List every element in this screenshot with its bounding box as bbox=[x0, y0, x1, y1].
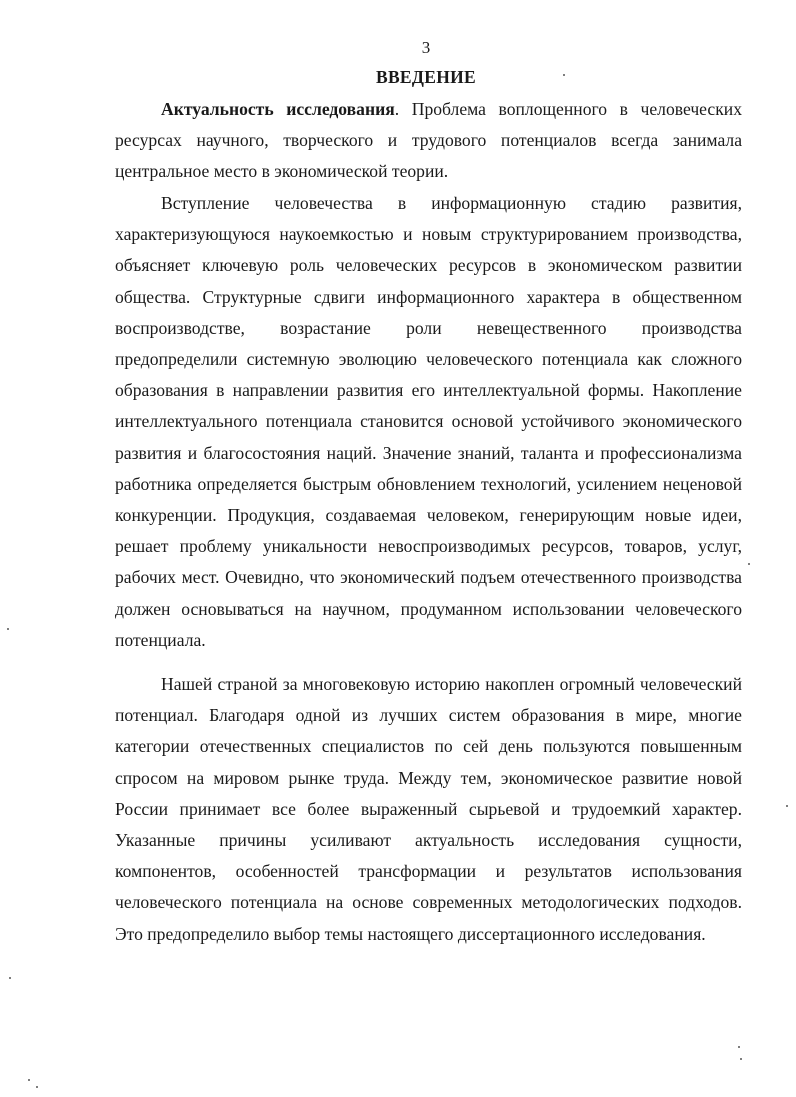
page-number: 3 bbox=[421, 38, 431, 57]
scan-speck bbox=[28, 1079, 30, 1081]
paragraph-text: . Проблема воплощенного в человеческих ресурсах научного, творческого и трудового потенциалов всегда занимала центральное место в экономической теории. bbox=[115, 99, 742, 182]
paragraph-lead-in: Актуальность исследования bbox=[161, 99, 395, 119]
paragraph-information-stage: Вступление человечества в информационную стадию развития, характеризующуюся наукоемкостью и новым структурированием производства, объясняет ключевую роль человеческих ресурсов в экономическом развитии общества. Структурные сдвиги информационного характера в общественном воспроизводстве, возрастание роли невещественного производства предопределили системную эволюцию человеческого потенциала как сложного образования в направлении развития его интеллектуальной формы. Накопление интеллектуального потенциала становится основой устойчивого экономического развития и благосостояния наций. Значение знаний, таланта и профессионализма работника определяется быстрым обновлением технологий, усилением неценовой конкуренции. Продукция, создаваемая человеком, генерирующим новые идеи, решает проблему уникальности невоспроизводимых ресурсов, товаров, услуг, рабочих мест. Очевидно, что экономический подъем отечественного производства должен основываться на научном, продуманном использовании человеческого потенциала. bbox=[115, 193, 742, 650]
scan-speck bbox=[7, 628, 9, 630]
paragraph-relevance bbox=[115, 94, 742, 188]
scan-speck bbox=[738, 1046, 740, 1048]
scan-speck bbox=[748, 563, 750, 565]
scan-speck bbox=[563, 74, 565, 76]
scan-speck bbox=[740, 1058, 742, 1060]
paragraph-national-potential: Нашей страной за многовековую историю накоплен огромный человеческий потенциал. Благодаря одной из лучших систем образования в мире, многие категории отечественных специалистов по сей день пользуются повышенным спросом на мировом рынке труда. Между тем, экономическое развитие новой России принимает все более выраженный сырьевой и трудоемкий характер. Указанные причины усиливают актуальность исследования сущности, компонентов, особенностей трансформации и результатов использования человеческого потенциала на основе современных методологических подходов. Это предопределило выбор темы настоящего диссертационного исследования. bbox=[115, 674, 742, 944]
scan-speck bbox=[786, 805, 788, 807]
scan-speck bbox=[9, 977, 11, 979]
scan-speck bbox=[36, 1086, 38, 1088]
section-heading: ВВЕДЕНИЕ bbox=[375, 67, 477, 87]
